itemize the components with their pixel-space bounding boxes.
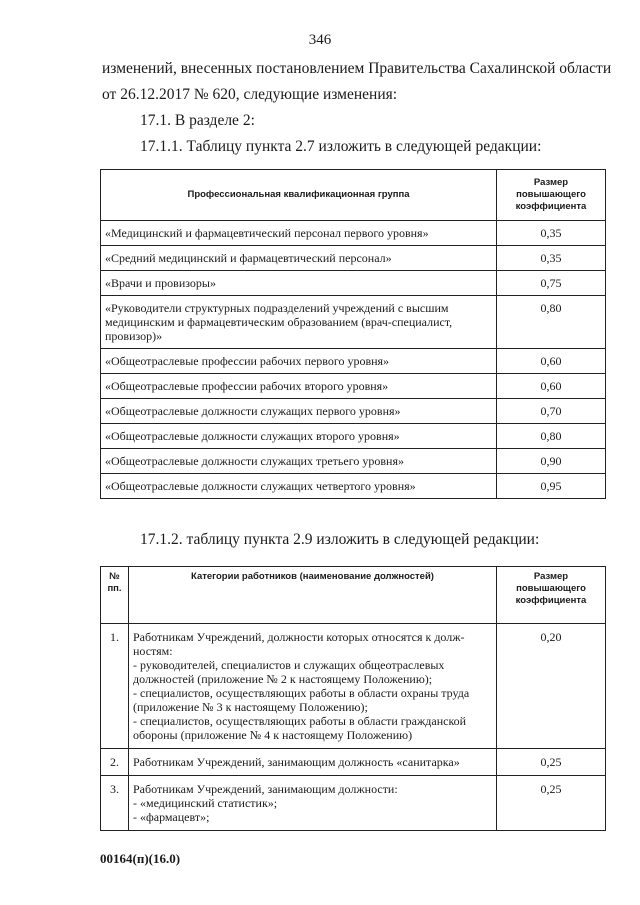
table-row [101, 271, 606, 296]
category-text: должностей (приложение № 2 к настоящему Положению); [133, 672, 433, 686]
table-row [101, 424, 606, 449]
coefficients-table-2-7 [100, 169, 606, 499]
intro-line-1: изменений, внесенных постановлением Правительства Сахалинской области [102, 60, 612, 77]
category-text: ностям: [133, 644, 173, 658]
table-row [101, 374, 606, 399]
group-cell [101, 374, 497, 399]
coefficient-value: 0,80 [497, 424, 606, 449]
group-cell [101, 221, 497, 246]
category-text: Работникам Учреждений, занимающим должность «санитарка» [133, 755, 460, 769]
coefficient-value: 0,60 [497, 374, 606, 399]
category-cell [129, 624, 497, 749]
category-text: Работникам Учреждений, должности которых относятся к долж- [133, 630, 465, 644]
group-text: «Общеотраслевые должности служащих четвертого уровня» [105, 479, 416, 493]
table-row [101, 246, 606, 271]
category-text: Работникам Учреждений, занимающим должности: [133, 782, 398, 796]
row-number: 1. [101, 624, 129, 749]
table-row [101, 221, 606, 246]
item-2-heading: 17.1.2. таблицу пункта 2.9 изложить в следующей редакции: [140, 531, 540, 548]
intro-line-2: от 26.12.2017 № 620, следующие изменения: [102, 86, 398, 103]
group-cell [101, 296, 497, 349]
group-cell [101, 474, 497, 499]
table-row [101, 624, 606, 749]
table2-header-num: № пп. [101, 567, 129, 624]
category-text: - «медицинский статистик»; [133, 796, 278, 810]
table1-header-group: Профессиональная квалификационная группа [101, 170, 497, 221]
coefficient-value: 0,80 [497, 296, 606, 349]
category-text: - руководителей, специалистов и служащих общеотраслевых [133, 658, 445, 672]
group-text: медицинским и фармацевтическим образованием (врач-специалист, [105, 315, 453, 329]
coefficient-value: 0,90 [497, 449, 606, 474]
group-cell [101, 399, 497, 424]
group-text: провизор)» [105, 329, 163, 343]
coefficient-value: 0,75 [497, 271, 606, 296]
row-number: 3. [101, 776, 129, 831]
table-row [101, 776, 606, 831]
group-text: «Общеотраслевые должности служащих третьего уровня» [105, 454, 404, 468]
group-text: «Средний медицинский и фармацевтический персонал» [105, 251, 392, 265]
coefficient-value: 0,35 [497, 221, 606, 246]
item-1-heading: 17.1.1. Таблицу пункта 2.7 изложить в следующей редакции: [140, 138, 542, 155]
table-row [101, 296, 606, 349]
table2-header-category: Категории работников (наименование должностей) [129, 567, 497, 624]
group-text: «Общеотраслевые профессии рабочих второго уровня» [105, 379, 389, 393]
category-text: - «фармацевт»; [133, 810, 210, 824]
group-cell [101, 271, 497, 296]
coefficient-value: 0,70 [497, 399, 606, 424]
coefficient-value: 0,95 [497, 474, 606, 499]
table-row [101, 749, 606, 776]
group-cell [101, 246, 497, 271]
section-heading: 17.1. В разделе 2: [140, 112, 255, 129]
coefficient-value: 0,25 [497, 749, 606, 776]
group-cell [101, 449, 497, 474]
table1-header-coef: Размер повышающего коэффициента [497, 170, 606, 221]
coefficient-value: 0,35 [497, 246, 606, 271]
category-text: обороны (приложение № 4 к настоящему Положению) [133, 728, 413, 742]
table2-header-coef: Размер повышающего коэффициента [497, 567, 606, 624]
page-number: 346 [308, 32, 332, 48]
table-row [101, 399, 606, 424]
category-text: - специалистов, осуществляющих работы в области охраны труда [133, 686, 470, 700]
group-text: «Общеотраслевые профессии рабочих первого уровня» [105, 354, 390, 368]
row-number: 2. [101, 749, 129, 776]
category-text: - специалистов, осуществляющих работы в области гражданской [133, 714, 467, 728]
table-row [101, 449, 606, 474]
document-code: 00164(п)(16.0) [100, 851, 181, 866]
category-cell [129, 749, 497, 776]
group-cell [101, 424, 497, 449]
coefficient-value: 0,25 [497, 776, 606, 831]
coefficient-value: 0,60 [497, 349, 606, 374]
table-row [101, 349, 606, 374]
category-cell [129, 776, 497, 831]
category-text: (приложение № 3 к настоящему Положению); [133, 700, 368, 714]
coefficient-value: 0,20 [497, 624, 606, 749]
group-text: «Врачи и провизоры» [105, 276, 216, 290]
group-text: «Общеотраслевые должности служащих первого уровня» [105, 404, 401, 418]
coefficients-table-2-9 [100, 566, 606, 831]
group-text: «Общеотраслевые должности служащих второго уровня» [105, 429, 400, 443]
group-cell [101, 349, 497, 374]
group-text: «Медицинский и фармацевтический персонал первого уровня» [105, 226, 429, 240]
group-text: «Руководители структурных подразделений учреждений с высшим [105, 301, 449, 315]
table-row [101, 474, 606, 499]
